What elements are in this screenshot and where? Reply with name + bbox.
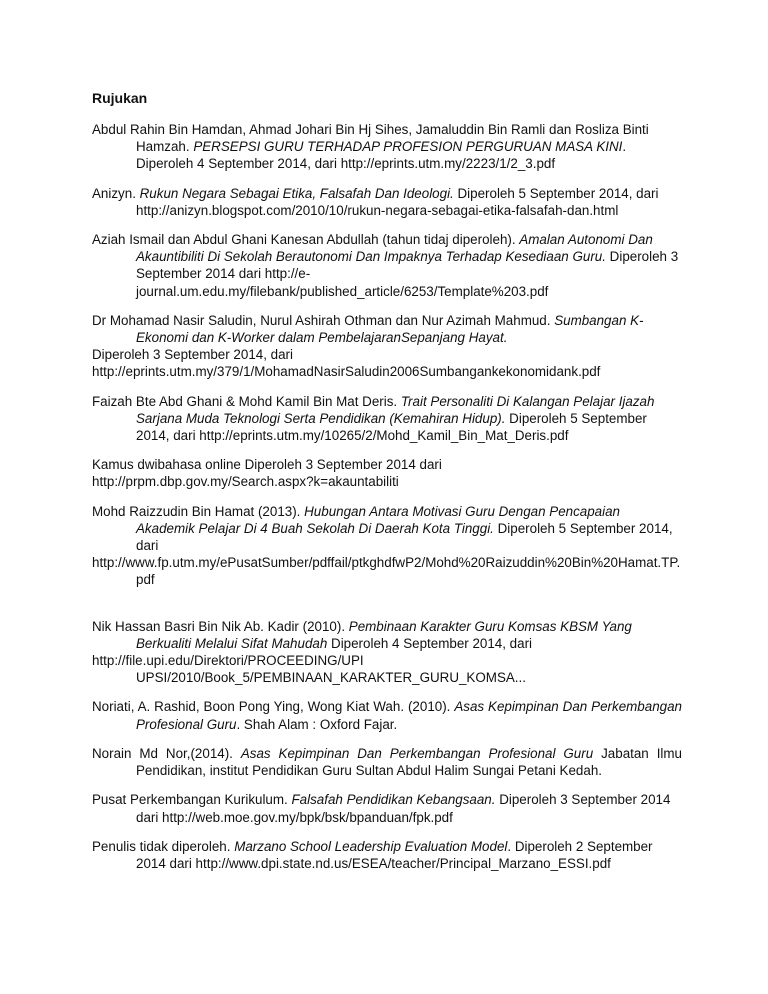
reference-entry [92, 503, 682, 589]
reference-url: http://prpm.dbp.gov.my/Search.aspx?k=akauntabiliti [92, 474, 399, 490]
reference-entry [92, 121, 682, 173]
reference-entry [92, 698, 682, 732]
reference-title: Sumbangan K-Ekonomi dan K-Worker dalam PembelajaranSepanjang Hayat. [136, 312, 644, 346]
reference-title: Marzano School Leadership Evaluation Model [234, 838, 508, 854]
reference-title: Hubungan Antara Motivasi Guru Dengan Pencapaian Akademik Pelajar Di 4 Buah Sekolah Di Daerah Kota Tinggi. [136, 503, 621, 536]
reference-authors: Kamus dwibahasa online Diperoleh 3 September 2014 dari [92, 457, 442, 473]
reference-list [92, 121, 682, 884]
reference-title: Pembinaan Karakter Guru Komsas KBSM Yang Berkualiti Melalui Sifat Mahudah [136, 618, 632, 651]
reference-authors: Anizyn. [92, 185, 140, 201]
reference-title: Amalan Autonomi Dan Akauntibiliti Di Sekolah Berautonomi Dan Impaknya Terhadap Kesediaan Guru. [136, 232, 653, 265]
reference-source: Diperoleh 5 September 2014, dari http://anizyn.blogspot.com/2010/10/rukun-negara-sebagai-etika-falsafah-dan.html [136, 185, 659, 218]
reference-source: Jabatan Ilmu Pendidikan, institut Pendidikan Guru Sultan Abdul Halim Sungai Petani Kedah. [136, 745, 682, 779]
reference-authors: Dr Mohamad Nasir Saludin, Nurul Ashirah Othman dan Nur Azimah Mahmud. [92, 312, 555, 328]
reference-authors: Faizah Bte Abd Ghani & Mohd Kamil Bin Mat Deris. [92, 393, 401, 409]
reference-source: Diperoleh 5 September 2014, dari [136, 520, 673, 554]
reference-entry [92, 393, 682, 445]
reference-entry [92, 838, 682, 872]
reference-authors: Aziah Ismail dan Abdul Ghani Kanesan Abdullah (tahun tidaj diperoleh). [92, 232, 520, 248]
page-heading: Rujukan [92, 90, 148, 106]
reference-title: Trait Personaliti Di Kalangan Pelajar Ijazah Sarjana Muda Teknologi Serta Pendidikan (Kemahiran Hidup). [136, 393, 655, 426]
reference-url: http://www.fp.utm.my/ePusatSumber/pdffail/ptkghdfwP2/Mohd%20Raizuddin%20Bin%20Hamat.TP.pdf [92, 555, 681, 588]
reference-url: http://eprints.utm.my/379/1/MohamadNasirSaludin2006Sumbangankekonomidank.pdf [92, 364, 601, 380]
reference-entry [92, 618, 682, 687]
reference-source: . Diperoleh 2 September 2014 dari http://www.dpi.state.nd.us/ESEA/teacher/Principal_Marzano_ESSI.pdf [136, 838, 653, 871]
reference-source: . Diperoleh 4 September 2014, dari http://eprints.utm.my/2223/1/2_3.pdf [136, 139, 627, 172]
reference-source: Diperoleh 5 September 2014, dari http://eprints.utm.my/10265/2/Mohd_Kamil_Bin_Mat_Deris.pdf [136, 410, 647, 444]
reference-entry [92, 791, 682, 825]
reference-entry [92, 312, 682, 381]
reference-source: Diperoleh 4 September 2014, dari [327, 635, 533, 651]
reference-source: Diperoleh 3 September 2014 dari http://web.moe.gov.my/bpk/bsk/bpanduan/fpk.pdf [136, 792, 671, 825]
reference-title: Asas Kepimpinan Dan Perkembangan Profesional Guru [136, 699, 682, 732]
reference-entry [92, 745, 682, 779]
reference-title: Asas Kepimpinan Dan Perkembangan Profesional Guru [240, 745, 594, 761]
reference-authors: Nik Hassan Basri Bin Nik Ab. Kadir (2010). [92, 618, 349, 634]
reference-entry [92, 456, 682, 490]
reference-source: Diperoleh 3 September 2014, dari [92, 347, 293, 363]
reference-authors: Penulis tidak diperoleh. [92, 838, 235, 854]
reference-source: Diperoleh 3 September 2014 dari http://e-journal.um.edu.my/filebank/published_article/6253/Template%203.pdf [136, 249, 679, 299]
reference-url: http://file.upi.edu/Direktori/PROCEEDING/UPI UPSI/2010/Book_5/PEMBINAAN_KARAKTER_GURU_KOMSA... [92, 653, 526, 686]
reference-authors: Mohd Raizzudin Bin Hamat (2013). [92, 503, 305, 519]
reference-title: PERSEPSI GURU TERHADAP PROFESION PERGURUAN MASA KINI [193, 139, 623, 155]
reference-entry [92, 231, 682, 300]
reference-authors: Pusat Perkembangan Kurikulum. [92, 792, 292, 808]
reference-authors: Abdul Rahin Bin Hamdan, Ahmad Johari Bin Hj Sihes, Jamaluddin Bin Ramli dan Rosliza Binti Hamzah. [92, 122, 649, 155]
reference-entry [92, 185, 682, 219]
reference-title: Rukun Negara Sebagai Etika, Falsafah Dan Ideologi. [139, 185, 454, 201]
reference-title: Falsafah Pendidikan Kebangsaan. [291, 792, 496, 808]
reference-authors: Norain Md Nor,(2014). [92, 745, 241, 761]
reference-source: . Shah Alam : Oxford Fajar. [236, 716, 398, 732]
reference-authors: Noriati, A. Rashid, Boon Pong Ying, Wong Kiat Wah. (2010). [92, 699, 455, 715]
